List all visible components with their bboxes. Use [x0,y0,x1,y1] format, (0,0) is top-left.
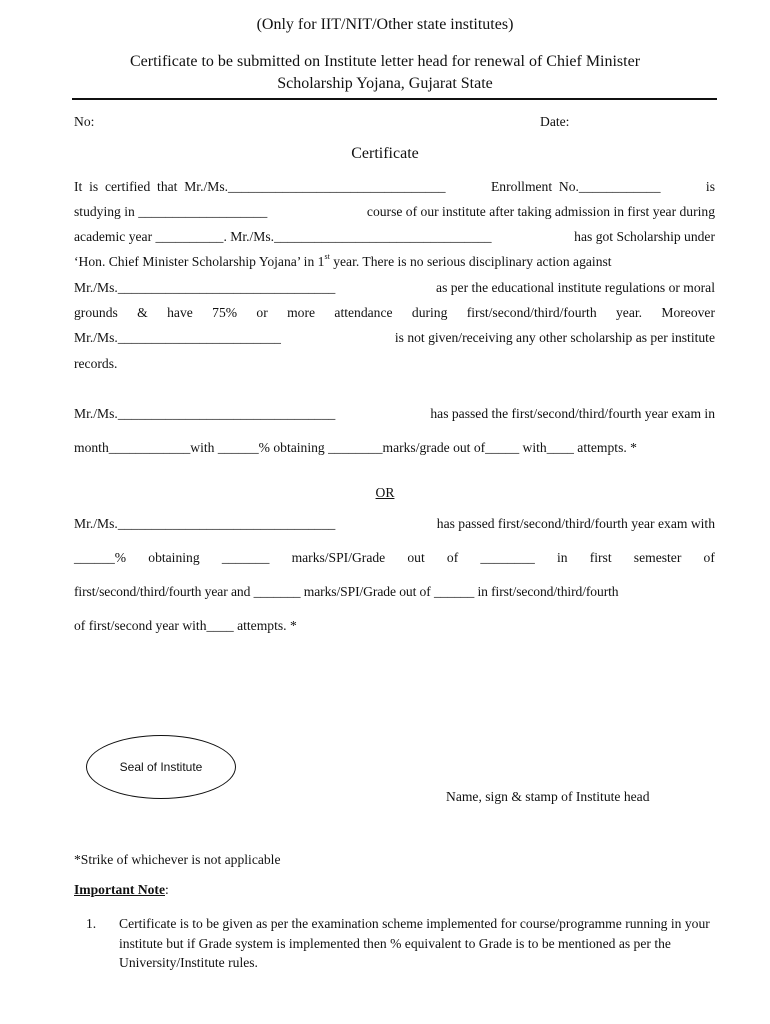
seal-label: Seal of Institute [119,760,203,774]
body-line-11-a: Mr./Ms.________________________________ [74,516,336,531]
body-line-7-a: Mr./Ms.________________________ [74,330,281,345]
body-line-5 [74,280,715,296]
body-line-9-b: has passed the first/second/third/fourth year exam in [430,406,715,421]
list-item [86,914,716,974]
strike-note: *Strike of whichever is not applicable [74,852,281,867]
word: out [407,550,425,565]
word: during [411,305,448,320]
body-line-3-b: has got Scholarship under [574,229,715,244]
word: marks/SPI/Grade [291,550,386,565]
header-eligibility-line: (Only for IIT/NIT/Other state institutes) [256,16,514,33]
body-line-9-a: Mr./Ms.________________________________ [74,406,336,421]
word: more [287,305,316,320]
body-line-3-a: academic year __________. Mr./Ms.________________________________ [74,229,492,244]
body-line-9 [74,406,715,422]
body-line-7-b: is not given/receiving any other scholarship as per institute [394,330,715,345]
word: semester [633,550,682,565]
body-line-2-a: studying in ___________________ [74,204,268,219]
body-line-5-a: Mr./Ms.________________________________ [74,280,336,295]
header-title-line-2: Scholarship Yojana, Gujarat State [277,75,493,92]
body-line-2 [74,204,715,220]
word: of [446,550,459,565]
body-line-4-sup: st [324,252,330,262]
body-line-10: month____________with ______% obtaining ________marks/grade out of_____ with____ attempts. * [74,440,637,455]
header-title-line-1: Certificate to be submitted on Institute letter head for renewal of Chief Minister [129,53,641,70]
body-line-2-b: course of our institute after taking admission in first year during [366,204,715,219]
word: first/second/third/fourth [466,305,597,320]
word: first [589,550,612,565]
important-note-title: Important Note [74,882,165,897]
certificate-title: Certificate [351,145,419,162]
body-line-1-c: is [705,179,715,194]
body-line-4-b: year. There is no serious disciplinary action against [329,254,612,269]
word: ________ [480,550,535,565]
seal-of-institute [86,735,236,799]
body-line-4-a: ‘Hon. Chief Minister Scholarship Yojana’ in 1 [74,254,325,269]
body-line-8: records. [74,356,118,371]
body-line-4 [74,254,715,270]
word: attendance [334,305,393,320]
body-line-11 [74,516,715,532]
important-note-colon: : [165,882,169,897]
word: year. [615,305,643,320]
body-line-14: of first/second year with____ attempts. * [74,618,297,633]
body-line-6 [74,305,715,321]
body-line-3 [74,229,715,245]
word: grounds [74,305,118,320]
word: in [556,550,568,565]
word: have [167,305,193,320]
or-divider: OR [375,485,395,500]
word: ______% [74,550,127,565]
body-line-5-b: as per the educational institute regulations or moral [436,280,715,295]
body-line-1-a: It is certified that Mr./Ms.________________________________ [74,179,446,194]
word: of [703,550,715,565]
word: or [256,305,268,320]
important-note-heading [74,882,169,898]
body-line-1-b: Enrollment No.____________ [490,179,661,194]
body-line-13: first/second/third/fourth year and _______ marks/SPI/Grade out of ______ in first/second/third/fourth [74,584,619,599]
word: _______ [221,550,270,565]
list-item-text: Certificate is to be given as per the examination scheme implemented for course/programme running in your institute but if Grade system is implemented then % equivalent to Grade is to be mentioned as per the University/Institute rules. [119,916,710,970]
word: Moreover [661,305,715,320]
list-item-number: 1. [86,916,97,931]
body-line-11-b: has passed first/second/third/fourth year exam with [436,516,715,531]
word: & [137,305,148,320]
header-divider [72,98,717,100]
number-label: No: [74,114,95,129]
word: 75% [212,305,238,320]
body-line-12 [74,550,715,566]
body-line-1 [74,179,715,195]
body-line-7 [74,330,715,346]
word: obtaining [148,550,200,565]
signature-label: Name, sign & stamp of Institute head [446,789,650,804]
date-label: Date: [540,114,570,129]
